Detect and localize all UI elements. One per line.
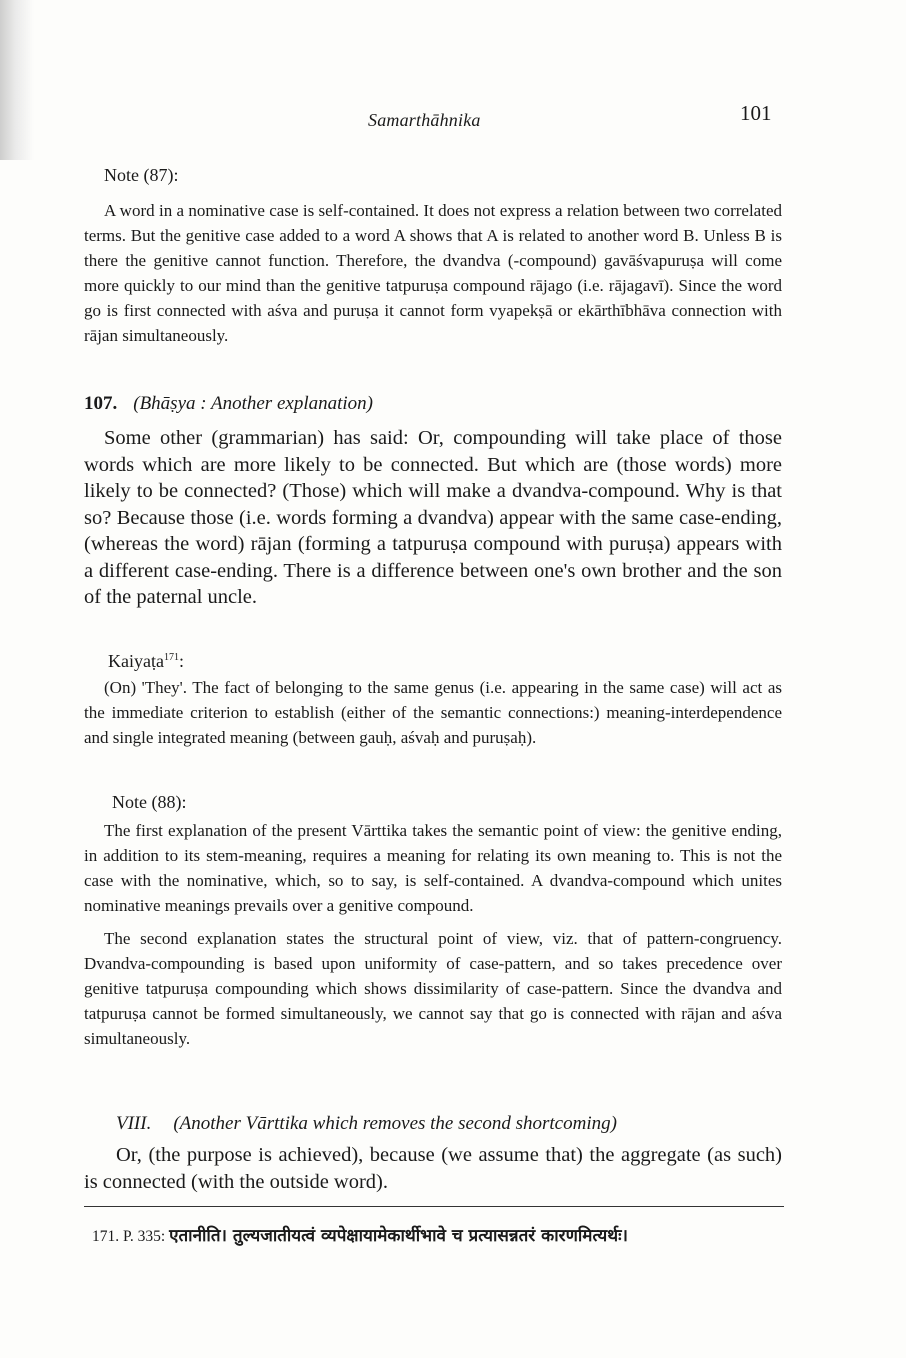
footnote-171	[92, 1223, 628, 1246]
running-head: Samarthāhnika	[368, 110, 481, 130]
section-107-title: (Bhāṣya : Another explanation)	[133, 393, 373, 414]
page-number: 101	[740, 101, 772, 125]
note-88-paragraph-1: The first explanation of the present Vārttika takes the semantic point of view: the genitive ending, in addition to its stem-meaning, requires a meaning for relating its own meaning to. This is not the case with the nominative, which, so to say, is self-contained. A dvandva-compound which unites nominative meanings prevails over a genitive compound.	[84, 821, 782, 915]
footnote-divider	[84, 1206, 784, 1207]
page-edge-shadow	[0, 0, 34, 160]
kaiyata-colon: :	[178, 651, 184, 671]
section-107-number: 107.	[84, 393, 118, 414]
note-88-body	[84, 818, 782, 1051]
footnote-ref-171[interactable]: 171	[163, 652, 179, 663]
section-107-heading	[84, 393, 373, 415]
note-88-paragraph-2: The second explanation states the structural point of view, viz. that of pattern-congruency. Dvandva-compounding is based upon uniformity of case-pattern, and so takes precedence over genitive tatpuruṣa compounding which shows dissimilarity of case-pattern. Since the dvandva and tatpuruṣa cannot be formed simultaneously, we cannot say that go is connected with rājan and aśva simultaneously.	[84, 929, 782, 1048]
kaiyata-paragraph: (On) 'They'. The fact of belonging to the same genus (i.e. appearing in the same case) will act as the immediate criterion to establish (either of the semantic connections:) meaning-interdependence and single integrated meaning (between gauḥ, aśvaḥ and puruṣaḥ).	[84, 678, 782, 747]
kaiyata-body	[84, 675, 782, 750]
kaiyata-label: Kaiyaṭa	[108, 651, 164, 671]
section-8-title: (Another Vārttika which removes the second shortcoming)	[173, 1113, 617, 1134]
footnote-label: 171. P. 335:	[92, 1228, 166, 1245]
kaiyata-heading	[108, 651, 184, 672]
section-8-paragraph: Or, (the purpose is achieved), because (we assume that) the aggregate (as such) is connected (with the outside word).	[84, 1144, 782, 1193]
note-87-paragraph: A word in a nominative case is self-contained. It does not express a relation between two correlated terms. But the genitive case added to a word A shows that A is related to another word B. Unless B is there the genitive cannot function. Therefore, the dvandva (-compound) gavāśvapuruṣa will come more quickly to our mind than the genitive tatpuruṣa compound rājago (i.e. rājagavī). Since the word go is first connected with aśva and puruṣa it cannot form vyapekṣā or ekārthībhāva connection with rājan simultaneously.	[84, 201, 782, 345]
note-87-body	[84, 198, 782, 348]
section-107-body	[84, 425, 782, 611]
section-107-paragraph: Some other (grammarian) has said: Or, compounding will take place of those words which are more likely to be connected. But which are (those words) more likely to be connected? (Those) which will make a dvandva-compound. Why is that so? Because those (i.e. words forming a dvandva) appear with the same case-ending, (whereas the word) rājan (forming a tatpuruṣa compound with puruṣa) appears with a different case-ending. There is a difference between one's own brother and the son of the paternal uncle.	[84, 427, 782, 608]
section-8-body	[84, 1142, 782, 1195]
section-8-heading	[116, 1113, 617, 1135]
note-88-heading: Note (88):	[112, 792, 187, 812]
note-87-heading: Note (87):	[104, 165, 179, 185]
section-8-number: VIII.	[116, 1113, 152, 1134]
footnote-sanskrit: एतानीति। तुल्यजातीयत्वं व्यपेक्षायामेकार्थीभावे च प्रत्यासन्नतरं कारणमित्यर्थः।	[169, 1226, 628, 1246]
